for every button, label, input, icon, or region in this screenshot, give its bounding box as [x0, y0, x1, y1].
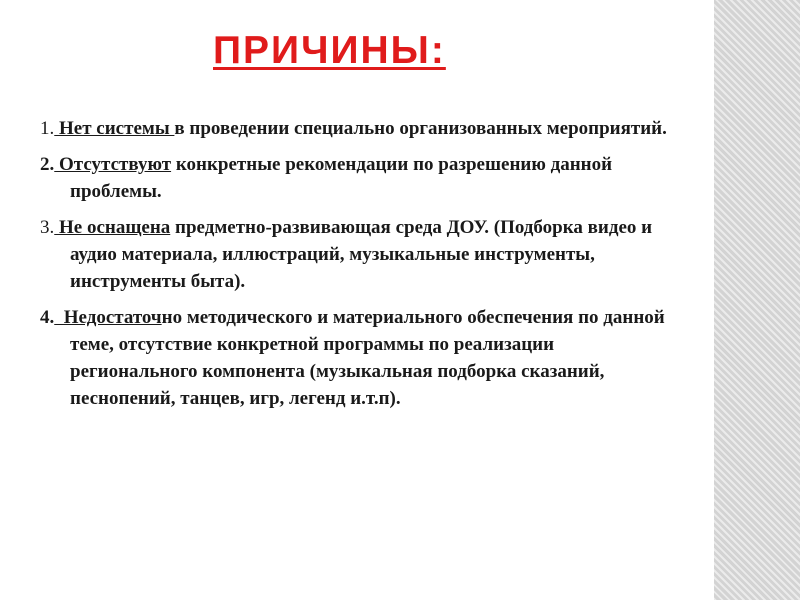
reasons-list	[40, 115, 670, 421]
decorative-side-strip	[714, 0, 800, 600]
item-number: 4.	[40, 307, 55, 328]
item-underlined-text: Недостаточ	[54, 307, 162, 328]
list-item	[40, 214, 670, 295]
item-number: 1.	[40, 118, 55, 139]
list-item	[40, 115, 670, 142]
item-number: 2.	[40, 154, 55, 175]
item-underlined-text: Отсутствуют	[54, 154, 172, 175]
item-underlined-text: Не оснащена	[54, 217, 171, 238]
item-number: 3.	[40, 217, 55, 238]
item-text: в проведении специально организованных мероприятий.	[174, 118, 667, 139]
slide-title: ПРИЧИНЫ:	[213, 29, 446, 72]
item-underlined-text: Нет системы	[54, 118, 175, 139]
list-item	[40, 151, 670, 205]
list-item	[40, 304, 670, 412]
item-text: конкретные рекомендации по разрешению данной проблемы.	[70, 154, 613, 202]
item-text: но методического и материального обеспечения по данной теме, отсутствие конкретной программы по реализации регионального компонента (музыкальная подборка сказаний, песнопений, танцев, игр, легенд и.т.п).	[70, 307, 665, 409]
item-text: предметно-развивающая среда ДОУ. (Подборка видео и аудио материала, иллюстраций, музыкальные инструменты, инструменты быта).	[70, 217, 653, 292]
